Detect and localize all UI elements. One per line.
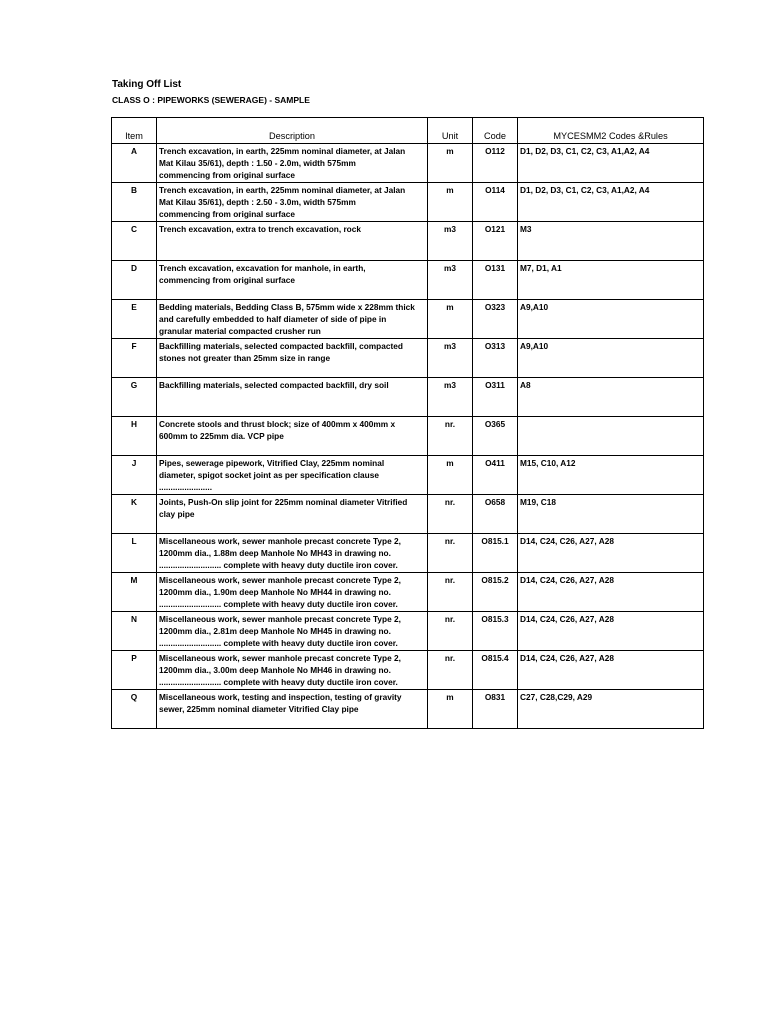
item-cell: F [112, 339, 157, 378]
rules-cell: M7, D1, A1 [518, 261, 704, 300]
description-cell: Miscellaneous work, sewer manhole precast concrete Type 2, 1200mm dia., 1.88m deep Manhole No MH43 in drawing no. ........................... complete with heavy duty ductile iron cover. [157, 534, 428, 573]
item-cell: B [112, 183, 157, 222]
rules-cell: A9,A10 [518, 339, 704, 378]
code-cell: O114 [473, 183, 518, 222]
table-row [112, 495, 704, 534]
code-cell: O365 [473, 417, 518, 456]
item-cell: P [112, 651, 157, 690]
unit-cell: m3 [428, 378, 473, 417]
item-cell: J [112, 456, 157, 495]
rules-cell: M15, C10, A12 [518, 456, 704, 495]
item-cell: N [112, 612, 157, 651]
rules-cell: D14, C24, C26, A27, A28 [518, 573, 704, 612]
item-cell: A [112, 144, 157, 183]
table-row [112, 183, 704, 222]
document-title: Taking Off List [112, 79, 182, 90]
description-cell: Backfilling materials, selected compacted backfill, dry soil [157, 378, 428, 417]
table-row [112, 534, 704, 573]
unit-cell: m3 [428, 261, 473, 300]
code-cell: O815.1 [473, 534, 518, 573]
item-cell: G [112, 378, 157, 417]
table-row [112, 378, 704, 417]
rules-cell [518, 417, 704, 456]
unit-cell: m3 [428, 222, 473, 261]
unit-cell: nr. [428, 573, 473, 612]
code-cell: O131 [473, 261, 518, 300]
unit-cell: m [428, 690, 473, 729]
item-cell: M [112, 573, 157, 612]
rules-cell: D1, D2, D3, C1, C2, C3, A1,A2, A4 [518, 183, 704, 222]
rules-cell: D14, C24, C26, A27, A28 [518, 534, 704, 573]
column-header-description: Description [157, 118, 428, 144]
item-cell: D [112, 261, 157, 300]
table-row [112, 612, 704, 651]
code-cell: O831 [473, 690, 518, 729]
rules-cell: D1, D2, D3, C1, C2, C3, A1,A2, A4 [518, 144, 704, 183]
rules-cell: A8 [518, 378, 704, 417]
table-row [112, 339, 704, 378]
description-cell: Miscellaneous work, sewer manhole precast concrete Type 2, 1200mm dia., 1.90m deep Manhole No MH44 in drawing no. ........................... complete with heavy duty ductile iron cover. [157, 573, 428, 612]
code-cell: O313 [473, 339, 518, 378]
unit-cell: nr. [428, 534, 473, 573]
rules-cell: C27, C28,C29, A29 [518, 690, 704, 729]
code-cell: O311 [473, 378, 518, 417]
unit-cell: m3 [428, 339, 473, 378]
table-row [112, 573, 704, 612]
unit-cell: nr. [428, 417, 473, 456]
code-cell: O658 [473, 495, 518, 534]
unit-cell: m [428, 183, 473, 222]
code-cell: O815.3 [473, 612, 518, 651]
unit-cell: m [428, 300, 473, 339]
item-cell: Q [112, 690, 157, 729]
table-row [112, 417, 704, 456]
description-cell: Backfilling materials, selected compacted backfill, compacted stones not greater than 25mm size in range [157, 339, 428, 378]
item-cell: E [112, 300, 157, 339]
code-cell: O815.2 [473, 573, 518, 612]
description-cell: Miscellaneous work, sewer manhole precast concrete Type 2, 1200mm dia., 3.00m deep Manhole No MH46 in drawing no. ........................... complete with heavy duty ductile iron cover. [157, 651, 428, 690]
item-cell: L [112, 534, 157, 573]
table-row [112, 261, 704, 300]
description-cell: Pipes, sewerage pipework, Vitrified Clay, 225mm nominal diameter, spigot socket joint as per specification clause ....................... [157, 456, 428, 495]
rules-cell: D14, C24, C26, A27, A28 [518, 612, 704, 651]
unit-cell: nr. [428, 612, 473, 651]
code-cell: O815.4 [473, 651, 518, 690]
table-row [112, 456, 704, 495]
code-cell: O121 [473, 222, 518, 261]
document-subtitle: CLASS O : PIPEWORKS (SEWERAGE) - SAMPLE [112, 95, 310, 105]
description-cell: Bedding materials, Bedding Class B, 575mm wide x 228mm thick and carefully embedded to half diameter of side of pipe in granular material compacted crusher run [157, 300, 428, 339]
description-cell: Trench excavation, in earth, 225mm nominal diameter, at Jalan Mat Kilau 35/61), depth : 2.50 - 3.0m, width 575mm commencing from original surface [157, 183, 428, 222]
code-cell: O323 [473, 300, 518, 339]
unit-cell: nr. [428, 495, 473, 534]
rules-cell: D14, C24, C26, A27, A28 [518, 651, 704, 690]
column-header-rules: MYCESMM2 Codes &Rules [518, 118, 704, 144]
table-row [112, 651, 704, 690]
item-cell: C [112, 222, 157, 261]
description-cell: Trench excavation, excavation for manhole, in earth, commencing from original surface [157, 261, 428, 300]
code-cell: O112 [473, 144, 518, 183]
rules-cell: A9,A10 [518, 300, 704, 339]
unit-cell: m [428, 456, 473, 495]
column-header-unit: Unit [428, 118, 473, 144]
code-cell: O411 [473, 456, 518, 495]
taking-off-table [111, 117, 704, 729]
item-cell: H [112, 417, 157, 456]
description-cell: Trench excavation, in earth, 225mm nominal diameter, at Jalan Mat Kilau 35/61), depth : 1.50 - 2.0m, width 575mm commencing from original surface [157, 144, 428, 183]
table-header-row [112, 118, 704, 144]
table-row [112, 144, 704, 183]
description-cell: Joints, Push-On slip joint for 225mm nominal diameter Vitrified clay pipe [157, 495, 428, 534]
description-cell: Trench excavation, extra to trench excavation, rock [157, 222, 428, 261]
column-header-item: Item [112, 118, 157, 144]
table-row [112, 222, 704, 261]
table-row [112, 690, 704, 729]
description-cell: Concrete stools and thrust block; size of 400mm x 400mm x 600mm to 225mm dia. VCP pipe [157, 417, 428, 456]
table-row [112, 300, 704, 339]
description-cell: Miscellaneous work, testing and inspection, testing of gravity sewer, 225mm nominal diameter Vitrified Clay pipe [157, 690, 428, 729]
unit-cell: nr. [428, 651, 473, 690]
column-header-code: Code [473, 118, 518, 144]
item-cell: K [112, 495, 157, 534]
rules-cell: M19, C18 [518, 495, 704, 534]
description-cell: Miscellaneous work, sewer manhole precast concrete Type 2, 1200mm dia., 2.81m deep Manhole No MH45 in drawing no. ........................... complete with heavy duty ductile iron cover. [157, 612, 428, 651]
rules-cell: M3 [518, 222, 704, 261]
unit-cell: m [428, 144, 473, 183]
